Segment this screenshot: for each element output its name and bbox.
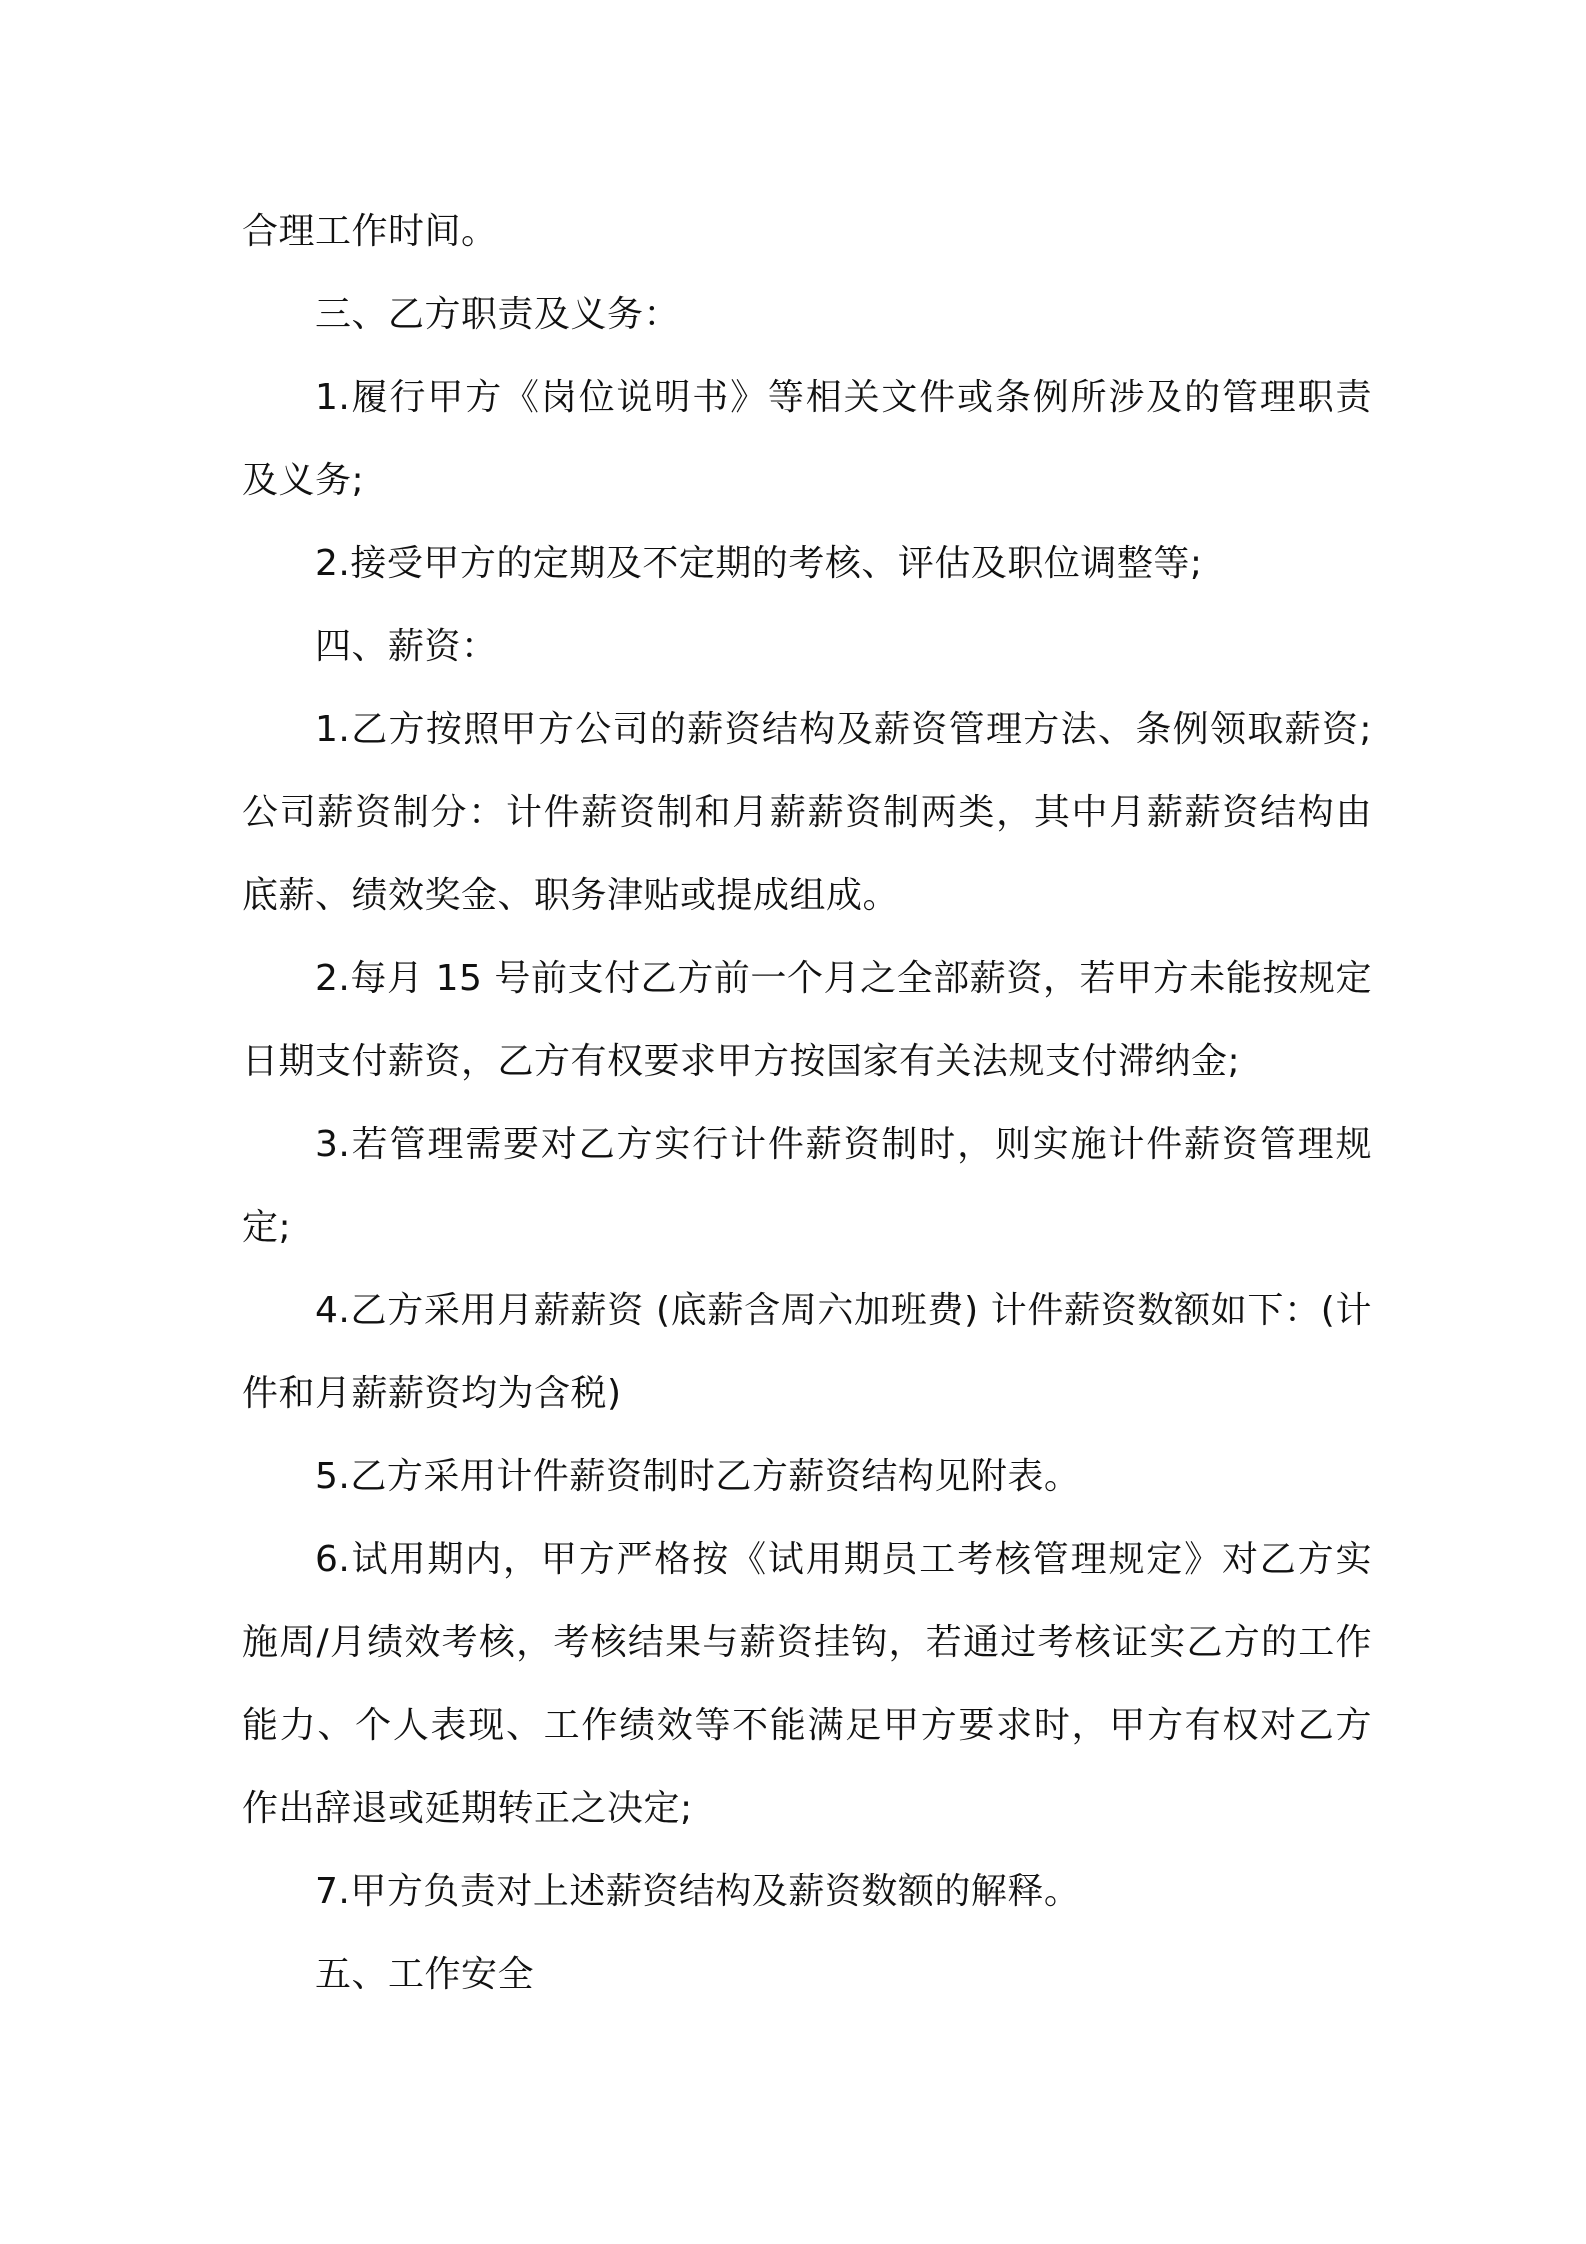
section-heading-safety: 五、工作安全 — [315, 1954, 535, 1995]
salary-item-6: 6.试用期内，甲方严格按《试用期员工考核管理规定》对乙方实施周/月绩效考核，考核结果与薪资挂钩，若通过考核证实乙方的工作能力、个人表现、工作绩效等不能满足甲方要求时，甲方有权对乙方作出辞退或延期转正之决定; — [242, 1539, 1372, 1829]
document-body — [242, 190, 1372, 2016]
salary-item-4: 4.乙方采用月薪薪资 (底薪含周六加班费) 计件薪资数额如下：(计件和月薪薪资均为含税) — [242, 1290, 1372, 1414]
duty-item-2: 2.接受甲方的定期及不定期的考核、评估及职位调整等; — [315, 543, 1203, 584]
duty-item-1: 1.履行甲方《岗位说明书》等相关文件或条例所涉及的管理职责及义务; — [242, 377, 1372, 501]
salary-item-1: 1.乙方按照甲方公司的薪资结构及薪资管理方法、条例领取薪资;公司薪资制分：计件薪资制和月薪薪资制两类，其中月薪薪资结构由底薪、绩效奖金、职务津贴或提成组成。 — [242, 709, 1372, 916]
section-heading-duties: 三、乙方职责及义务： — [315, 294, 681, 335]
salary-item-7: 7.甲方负责对上述薪资结构及薪资数额的解释。 — [315, 1871, 1081, 1912]
salary-item-2: 2.每月 15 号前支付乙方前一个月之全部薪资，若甲方未能按规定日期支付薪资，乙方有权要求甲方按国家有关法规支付滞纳金; — [242, 958, 1372, 1082]
salary-item-3: 3.若管理需要对乙方实行计件薪资制时，则实施计件薪资管理规定; — [242, 1124, 1372, 1248]
section-heading-salary: 四、薪资： — [315, 626, 498, 667]
salary-item-5: 5.乙方采用计件薪资制时乙方薪资结构见附表。 — [315, 1456, 1081, 1497]
paragraph-continuation: 合理工作时间。 — [242, 211, 498, 252]
